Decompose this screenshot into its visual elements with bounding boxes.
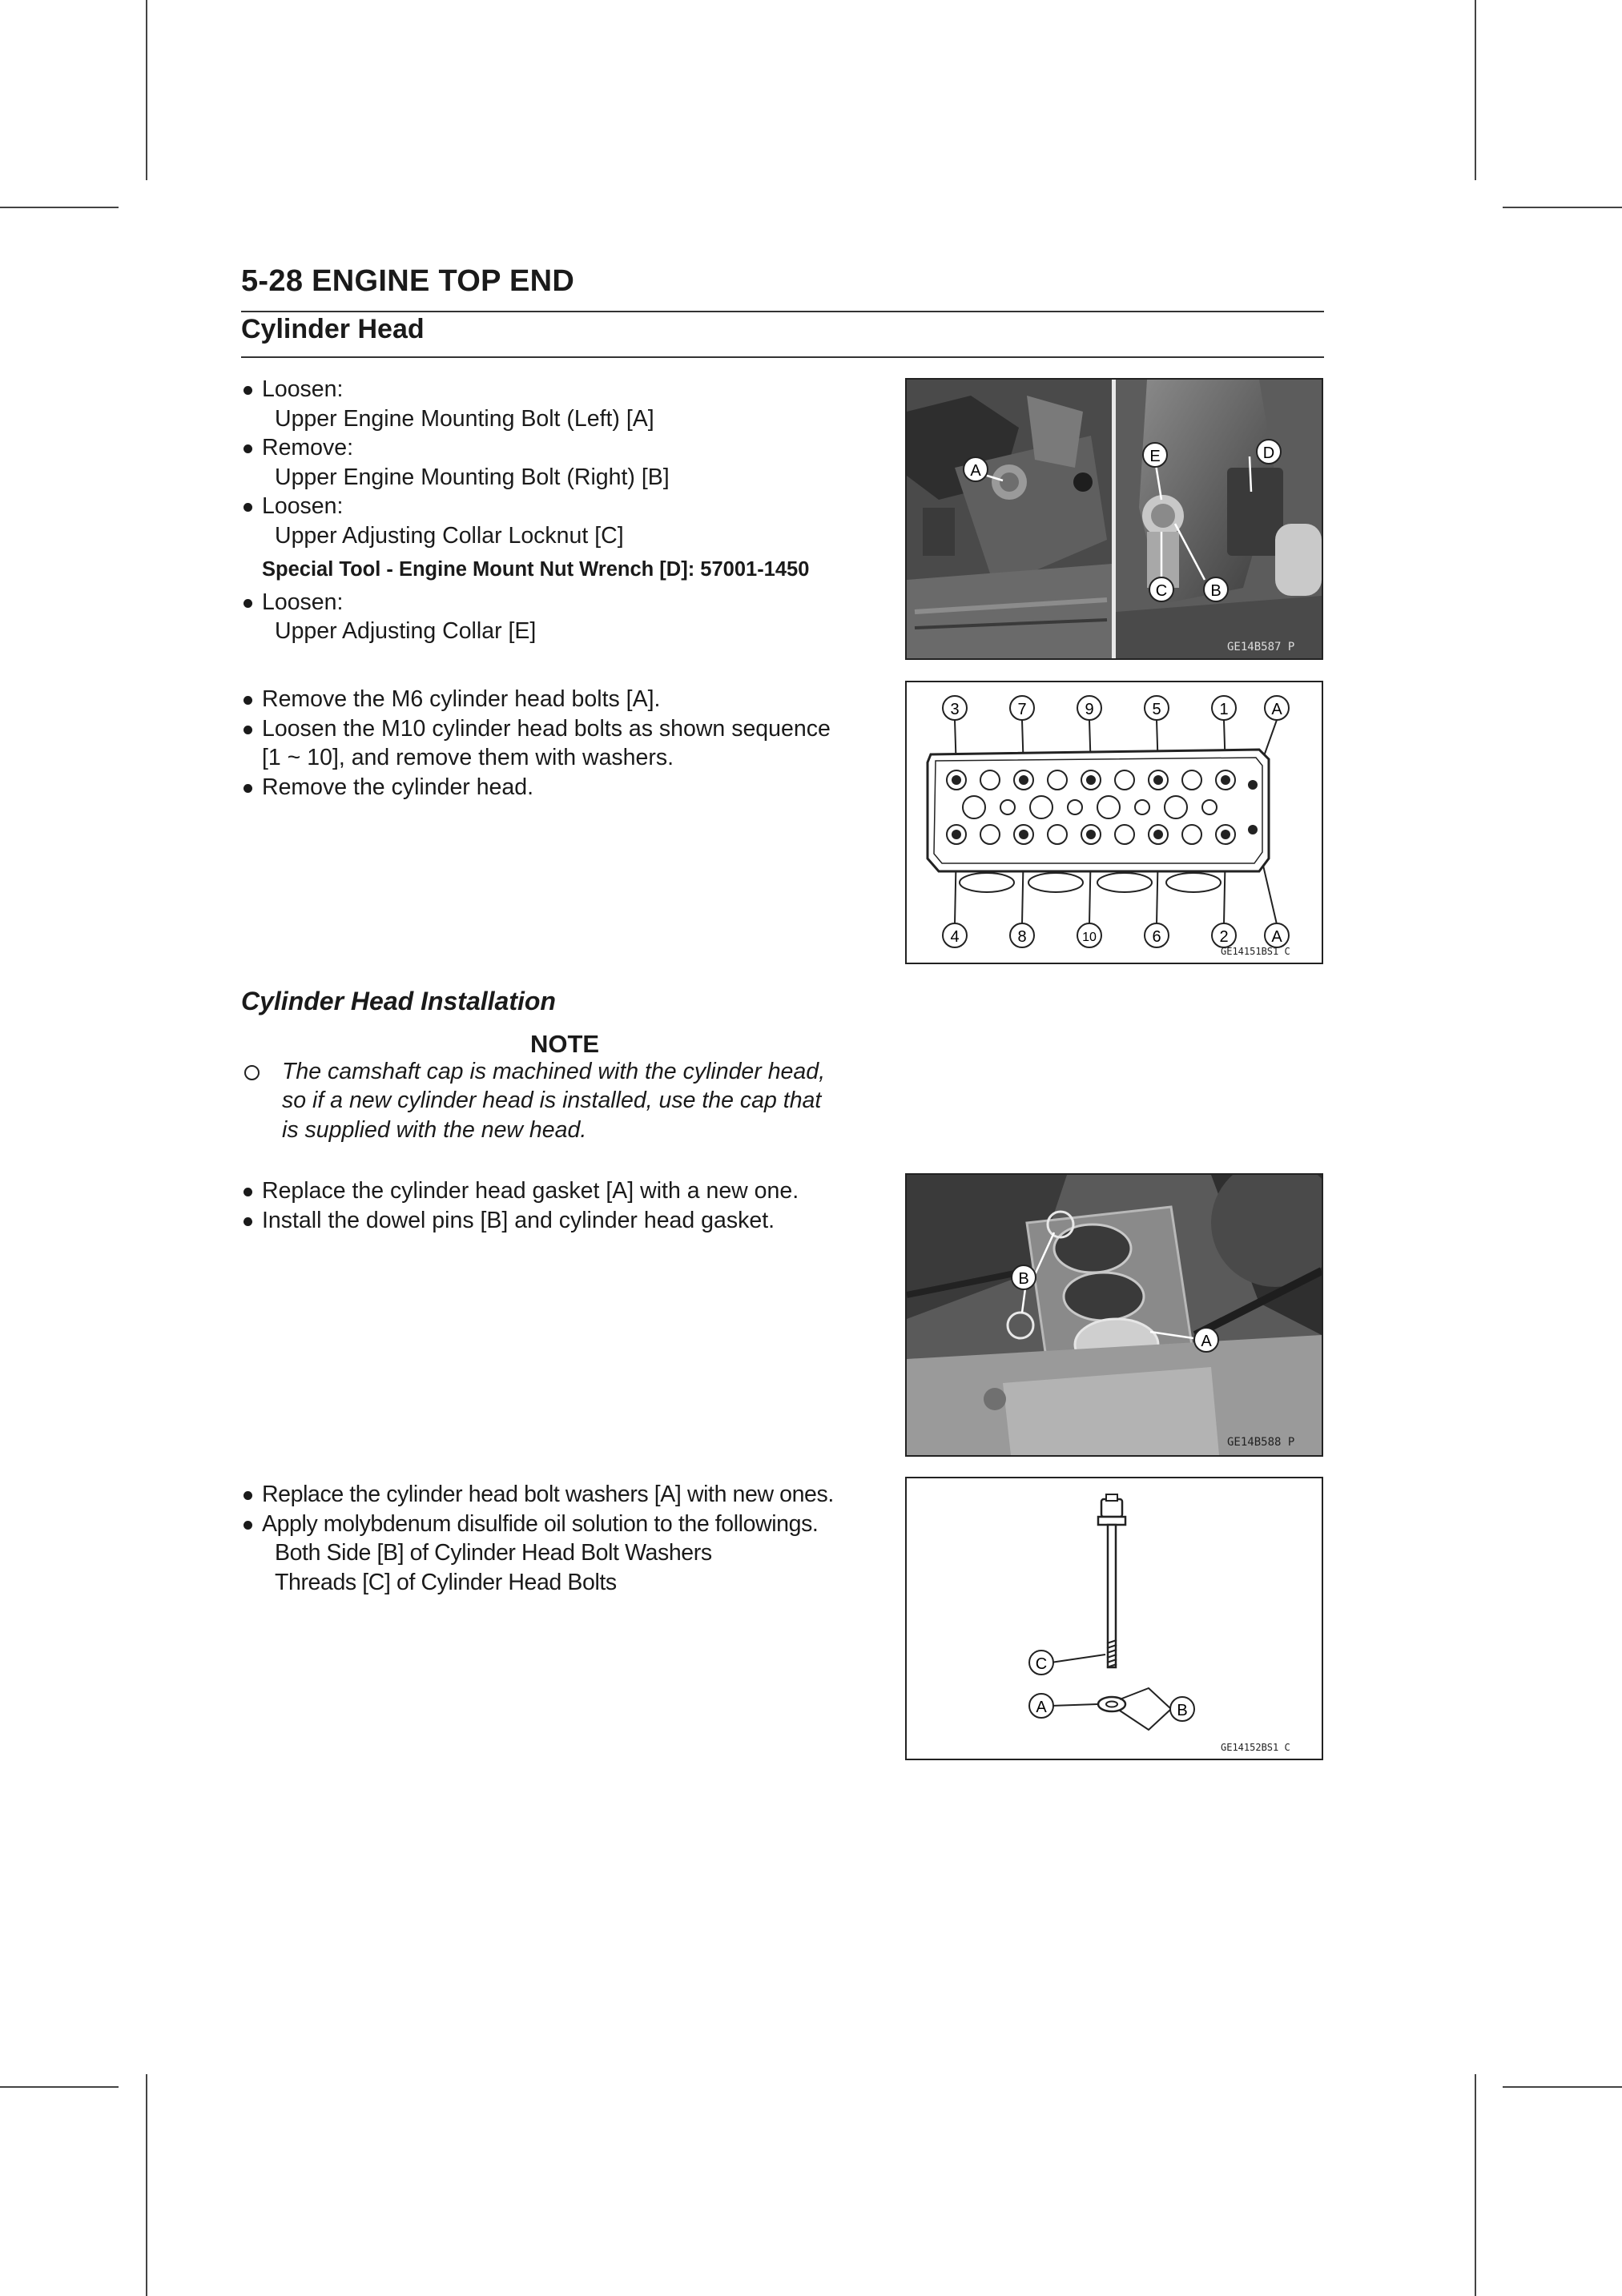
installation-heading: Cylinder Head Installation xyxy=(241,987,556,1015)
svg-text:D: D xyxy=(1262,444,1275,462)
svg-text:8: 8 xyxy=(1017,928,1027,946)
seq-label-10 xyxy=(1077,923,1101,947)
bolt-sequence-diagram xyxy=(905,681,1323,964)
svg-text:5: 5 xyxy=(1152,701,1161,718)
crop-mark xyxy=(0,207,119,208)
step-item: Replace the cylinder head gasket [A] with a new one. xyxy=(241,1176,799,1206)
step-detail: Upper Adjusting Collar [E] xyxy=(275,618,537,644)
label-c xyxy=(1029,1651,1053,1675)
note-line: so if a new cylinder head is installed, use the cap that xyxy=(282,1088,822,1113)
svg-text:C: C xyxy=(1035,1655,1048,1673)
step-detail: [1 ~ 10], and remove them with washers. xyxy=(262,745,674,770)
svg-text:B: B xyxy=(1177,1702,1188,1719)
figure-code: GE14151BS1 C xyxy=(1221,946,1290,957)
svg-text:2: 2 xyxy=(1219,928,1229,946)
seq-label-2 xyxy=(1212,923,1236,947)
label-a xyxy=(1029,1694,1053,1718)
svg-text:10: 10 xyxy=(1082,931,1097,944)
svg-text:7: 7 xyxy=(1017,701,1027,718)
crop-mark xyxy=(1503,2086,1622,2088)
seq-label-3 xyxy=(943,696,967,720)
svg-text:3: 3 xyxy=(950,701,960,718)
step-item: Loosen: xyxy=(241,492,809,521)
seq-label-7 xyxy=(1010,696,1034,720)
bolt-washer-diagram xyxy=(905,1477,1323,1760)
note-line: The camshaft cap is machined with the cylinder head, xyxy=(282,1059,826,1084)
note-heading: NOTE xyxy=(530,1030,600,1058)
svg-text:A: A xyxy=(970,462,981,480)
svg-text:C: C xyxy=(1155,582,1168,600)
page-title: 5-28 ENGINE TOP END xyxy=(241,264,575,298)
seq-label-1 xyxy=(1212,696,1236,720)
svg-text:4: 4 xyxy=(950,928,960,946)
step-item: Remove: xyxy=(241,433,809,463)
crop-mark xyxy=(1475,0,1476,180)
section-title: Cylinder Head xyxy=(241,314,425,344)
svg-text:A: A xyxy=(1201,1333,1212,1350)
header-rule xyxy=(241,311,1324,312)
figure-code: GE14152BS1 C xyxy=(1221,1742,1290,1753)
seq-label-a-top xyxy=(1265,696,1289,720)
seq-label-6 xyxy=(1145,923,1169,947)
step-item: Remove the cylinder head. xyxy=(241,773,831,802)
special-tool: Special Tool - Engine Mount Nut Wrench [D]: 57001-1450 xyxy=(262,558,810,581)
svg-text:A: A xyxy=(1271,701,1282,718)
steps-block-1 xyxy=(241,375,809,646)
step-item: Remove the M6 cylinder head bolts [A]. xyxy=(241,685,831,714)
seq-label-5 xyxy=(1145,696,1169,720)
head-gasket-photo xyxy=(905,1173,1323,1457)
step-item: Apply molybdenum disulfide oil solution to the followings. xyxy=(241,1510,834,1539)
note-line: is supplied with the new head. xyxy=(282,1117,587,1143)
figure-code: GE14B588 P xyxy=(1227,1436,1295,1449)
label-a xyxy=(964,457,988,481)
step-detail: Upper Engine Mounting Bolt (Right) [B] xyxy=(275,464,670,490)
svg-text:A: A xyxy=(1271,928,1282,946)
figure-code: GE14B587 P xyxy=(1227,641,1295,653)
seq-label-4 xyxy=(943,923,967,947)
step-item: Loosen: xyxy=(241,375,809,404)
step-detail: Both Side [B] of Cylinder Head Bolt Washers xyxy=(275,1540,712,1566)
svg-text:9: 9 xyxy=(1085,701,1094,718)
seq-label-a-bottom xyxy=(1265,923,1289,947)
step-item: Loosen the M10 cylinder head bolts as shown sequence xyxy=(241,714,831,744)
engine-mount-photo xyxy=(905,378,1323,660)
svg-text:6: 6 xyxy=(1152,928,1161,946)
step-item: Loosen: xyxy=(241,588,809,617)
steps-block-3 xyxy=(241,1176,799,1235)
svg-text:B: B xyxy=(1018,1270,1029,1288)
label-b-1 xyxy=(1012,1265,1036,1289)
crop-mark xyxy=(0,2086,119,2088)
label-b xyxy=(1204,577,1228,601)
seq-label-9 xyxy=(1077,696,1101,720)
svg-text:A: A xyxy=(1036,1699,1047,1716)
crop-mark xyxy=(1475,2074,1476,2296)
seq-label-8 xyxy=(1010,923,1034,947)
svg-text:1: 1 xyxy=(1219,701,1229,718)
note-bullet-icon xyxy=(244,1065,260,1080)
svg-text:E: E xyxy=(1149,448,1161,465)
step-item: Replace the cylinder head bolt washers [A] with new ones. xyxy=(241,1480,834,1510)
label-b xyxy=(1170,1697,1194,1721)
step-detail: Upper Adjusting Collar Locknut [C] xyxy=(275,522,624,549)
step-detail: Upper Engine Mounting Bolt (Left) [A] xyxy=(275,405,654,432)
crop-mark xyxy=(146,0,147,180)
step-item: Install the dowel pins [B] and cylinder head gasket. xyxy=(241,1206,799,1236)
label-e xyxy=(1143,443,1167,467)
svg-text:B: B xyxy=(1210,582,1222,600)
steps-block-2 xyxy=(241,685,831,802)
section-rule xyxy=(241,356,1324,358)
crop-mark xyxy=(146,2074,147,2296)
label-d xyxy=(1257,440,1281,464)
label-c xyxy=(1149,577,1173,601)
label-a xyxy=(1194,1328,1218,1352)
steps-block-4 xyxy=(241,1480,834,1597)
step-detail: Threads [C] of Cylinder Head Bolts xyxy=(275,1569,617,1595)
crop-mark xyxy=(1503,207,1622,208)
